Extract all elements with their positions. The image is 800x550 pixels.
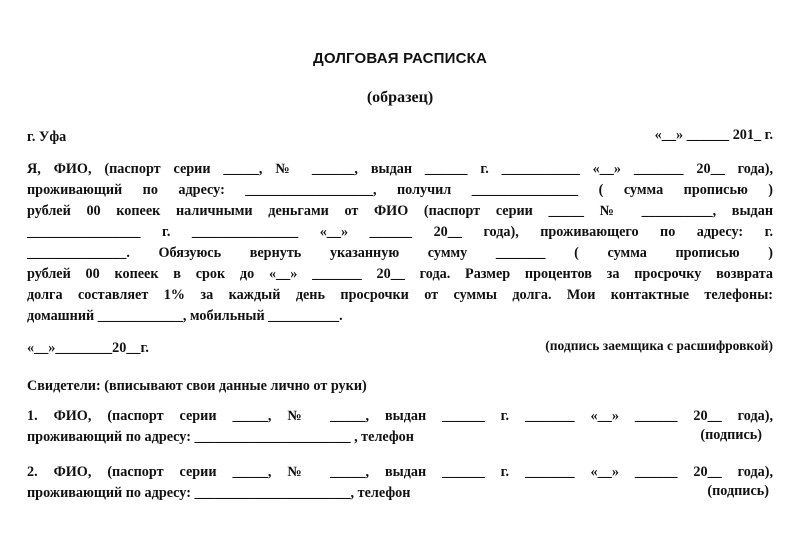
body-line: долга составляет 1% за каждый день просрочки от суммы долга. Мои контактные телефоны:	[27, 287, 773, 303]
body-line: ______________. Обязуюсь вернуть указанную сумму _______ ( сумма прописью )	[27, 245, 773, 261]
body-line: домашний ____________, мобильный __________.	[27, 308, 343, 324]
sign-date: «__»________20__г.	[27, 340, 149, 356]
witnesses-heading: Свидетели: (вписывают свои данные лично от руки)	[27, 378, 367, 394]
city: г. Уфа	[27, 129, 67, 145]
witness-2-signature: (подпись)	[707, 483, 769, 499]
date-top: «__» ______ 201_ г.	[654, 127, 773, 143]
witness-2-line-1: 2. ФИО, (паспорт серии _____, № _____, выдан ______ г. _______ «__» ______ 20__ года),	[27, 464, 773, 480]
body-line: рублей 00 копеек в срок до «__» _______ 20__ года. Размер процентов за просрочку возврата	[27, 266, 773, 282]
body-line: ________________ г. _______________ «__» ______ 20__ года), проживающего по адресу: г.	[27, 224, 773, 240]
borrower-signature-label: (подпись заемщика с расшифровкой)	[545, 338, 773, 353]
witness-2-line-2: проживающий по адресу: ______________________, телефон	[27, 485, 411, 501]
document-subtitle: (образец)	[366, 89, 434, 106]
witness-1-line-1: 1. ФИО, (паспорт серии _____, № _____, выдан ______ г. _______ «__» ______ 20__ года),	[27, 408, 773, 424]
document-title: ДОЛГОВАЯ РАСПИСКА	[312, 50, 488, 67]
witness-1-signature: (подпись)	[700, 427, 762, 443]
witness-1-line-2: проживающий по адресу: ______________________ , телефон	[27, 429, 414, 445]
body-line: проживающий по адресу: __________________, получил _______________ ( сумма прописью )	[27, 182, 773, 198]
body-line: Я, ФИО, (паспорт серии _____, № ______, выдан ______ г. ___________ «__» _______ 20__ года),	[27, 161, 773, 177]
body-line: рублей 00 копеек наличными деньгами от ФИО (паспорт серии _____ № __________, выдан	[27, 203, 773, 219]
